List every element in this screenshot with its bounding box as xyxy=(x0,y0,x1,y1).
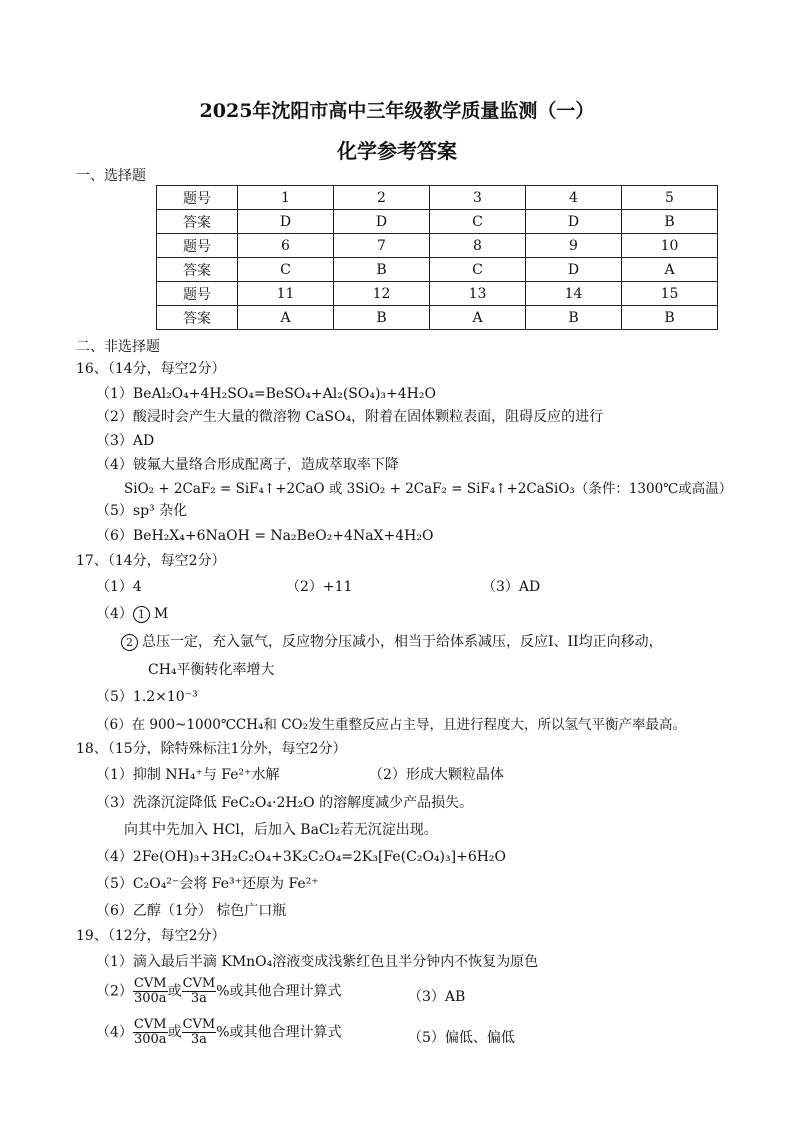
fraction-denominator: 300a xyxy=(133,1032,167,1047)
q17-answer-4-2-text: 总压一定，充入氩气，反应物分压减小，相当于给体系减压，反应I、II均正向移动， xyxy=(142,634,663,650)
table-cell: 8 xyxy=(430,234,526,258)
table-row xyxy=(157,234,718,258)
fraction xyxy=(182,977,217,1006)
table-row xyxy=(157,282,718,306)
table-cell: D xyxy=(334,210,430,234)
q17-answer-2: （2）+11 xyxy=(286,579,353,595)
page-title: 2025年沈阳市高中三年级教学质量监测（一） xyxy=(199,100,595,122)
table-row xyxy=(157,210,718,234)
q19-answer-4-suffix: %或其他合理计算式 xyxy=(216,1024,342,1041)
q17-answer-6: （6）在 900~1000℃CH₄和 CO₂发生重整反应占主导，且进行程度大，所以氢气平衡产率最高。 xyxy=(96,717,687,733)
table-cell: B xyxy=(622,306,718,330)
table-cell: A xyxy=(238,306,334,330)
q18-answer-4: （4）2Fe(OH)₃+3H₂C₂O₄+3K₂C₂O₄=2K₃[Fe(C₂O₄)₃]+6H₂O xyxy=(96,849,507,865)
table-cell: A xyxy=(622,258,718,282)
circled-number-2: 2 xyxy=(121,634,138,651)
q17-answer-4-2-cont: CH₄平衡转化率增大 xyxy=(148,662,275,678)
q19-answer-2-suffix: %或其他合理计算式 xyxy=(216,983,342,1000)
table-row xyxy=(157,306,718,330)
table-cell: B xyxy=(334,306,430,330)
table-cell: A xyxy=(430,306,526,330)
table-cell: 14 xyxy=(526,282,622,306)
fraction xyxy=(182,1018,217,1047)
q16-answer-4: （4）铍氟大量络合形成配离子，造成萃取率下降 xyxy=(96,457,399,473)
q18-answer-3-cont: 向其中先加入 HCl，后加入 BaCl₂若无沉淀出现。 xyxy=(124,822,438,838)
table-cell: 11 xyxy=(238,282,334,306)
section-heading-nonchoice: 二、非选择题 xyxy=(76,339,160,355)
table-cell: B xyxy=(526,306,622,330)
q19-answer-1: （1）滴入最后半滴 KMnO₄溶液变成浅紫红色且半分钟内不恢复为原色 xyxy=(96,954,539,970)
q19-part2-label: （2） xyxy=(96,983,133,1000)
q16-answer-2: （2）酸浸时会产生大量的微溶物 CaSO₄，附着在固体颗粒表面，阻碍反应的进行 xyxy=(96,409,604,425)
q17-answer-4-1-text: M xyxy=(153,606,169,622)
page-subtitle: 化学参考答案 xyxy=(337,139,457,163)
q17-part4-label: （4） xyxy=(96,606,133,622)
table-cell: D xyxy=(238,210,334,234)
q18-answer-1: （1）抑制 NH₄⁺与 Fe²⁺水解 xyxy=(96,767,280,783)
table-cell: B xyxy=(622,210,718,234)
q16-answer-6: （6）BeH₂X₄+6NaOH = Na₂BeO₂+4NaX+4H₂O xyxy=(96,528,434,544)
table-cell: 10 xyxy=(622,234,718,258)
circled-number-1: 1 xyxy=(133,606,150,623)
q16-answer-5: （5）sp³ 杂化 xyxy=(96,503,188,519)
q19-heading: 19、（12分，每空2分） xyxy=(76,928,226,944)
section-heading-choice: 一、选择题 xyxy=(76,168,146,184)
fraction-denominator: 3a xyxy=(190,991,207,1006)
table-cell: 题号 xyxy=(157,282,238,306)
table-cell: 9 xyxy=(526,234,622,258)
table-cell: C xyxy=(430,210,526,234)
fraction xyxy=(133,977,168,1006)
q17-answer-1: （1）4 xyxy=(96,579,142,595)
q19-answer-2 xyxy=(96,977,342,1006)
q19-answer-5: （5）偏低、偏低 xyxy=(408,1030,515,1046)
q17-answer-4-1 xyxy=(96,603,168,623)
q17-answer-4-2 xyxy=(121,631,663,651)
answer-table xyxy=(156,185,718,330)
table-cell: 1 xyxy=(238,186,334,210)
table-cell: C xyxy=(238,258,334,282)
q18-answer-3: （3）洗涤沉淀降低 FeC₂O₄·2H₂O 的溶解度减少产品损失。 xyxy=(96,795,474,811)
table-cell: 答案 xyxy=(157,306,238,330)
table-cell: 4 xyxy=(526,186,622,210)
q16-heading: 16、（14分，每空2分） xyxy=(76,361,226,377)
q19-answer-4 xyxy=(96,1018,342,1047)
fraction-denominator: 3a xyxy=(190,1032,207,1047)
fraction-numerator: CVM xyxy=(182,976,216,991)
q16-answer-1: （1）BeAl₂O₄+4H₂SO₄=BeSO₄+Al₂(SO₄)₃+4H₂O xyxy=(96,386,436,402)
q18-answer-6: （6）乙醇（1分） 棕色广口瓶 xyxy=(96,903,287,919)
or-text: 或 xyxy=(167,1024,182,1041)
q19-part4-label: （4） xyxy=(96,1024,133,1041)
table-cell: D xyxy=(526,210,622,234)
q17-answer-5: （5）1.2×10⁻³ xyxy=(96,689,198,705)
table-cell: B xyxy=(334,258,430,282)
table-cell: 题号 xyxy=(157,234,238,258)
table-cell: 6 xyxy=(238,234,334,258)
table-cell: 7 xyxy=(334,234,430,258)
fraction-numerator: CVM xyxy=(133,976,167,991)
fraction-numerator: CVM xyxy=(133,1017,167,1032)
q19-answer-3: （3）AB xyxy=(408,989,466,1005)
table-cell: 13 xyxy=(430,282,526,306)
q18-answer-5: （5）C₂O₄²⁻会将 Fe³⁺还原为 Fe²⁺ xyxy=(96,876,319,892)
table-cell: 题号 xyxy=(157,186,238,210)
table-cell: C xyxy=(430,258,526,282)
or-text: 或 xyxy=(167,983,182,1000)
q17-heading: 17、（14分，每空2分） xyxy=(76,553,226,569)
table-cell: 答案 xyxy=(157,210,238,234)
q16-answer-3: （3）AD xyxy=(96,433,155,449)
table-cell: 5 xyxy=(622,186,718,210)
q16-answer-4-equation: SiO₂ + 2CaF₂ = SiF₄↑+2CaO 或 3SiO₂ + 2CaF₂ = SiF₄↑+2CaSiO₃（条件：1300℃或高温） xyxy=(124,481,733,497)
table-row xyxy=(157,258,718,282)
q18-heading: 18、（15分，除特殊标注1分外，每空2分） xyxy=(76,741,347,757)
fraction-numerator: CVM xyxy=(182,1017,216,1032)
table-cell: 2 xyxy=(334,186,430,210)
table-row xyxy=(157,186,718,210)
table-cell: 答案 xyxy=(157,258,238,282)
fraction-denominator: 300a xyxy=(133,991,167,1006)
q18-answer-2: （2）形成大颗粒晶体 xyxy=(369,767,504,783)
table-cell: 15 xyxy=(622,282,718,306)
fraction xyxy=(133,1018,168,1047)
table-cell: D xyxy=(526,258,622,282)
q17-answer-3: （3）AD xyxy=(482,579,541,595)
table-cell: 12 xyxy=(334,282,430,306)
table-cell: 3 xyxy=(430,186,526,210)
